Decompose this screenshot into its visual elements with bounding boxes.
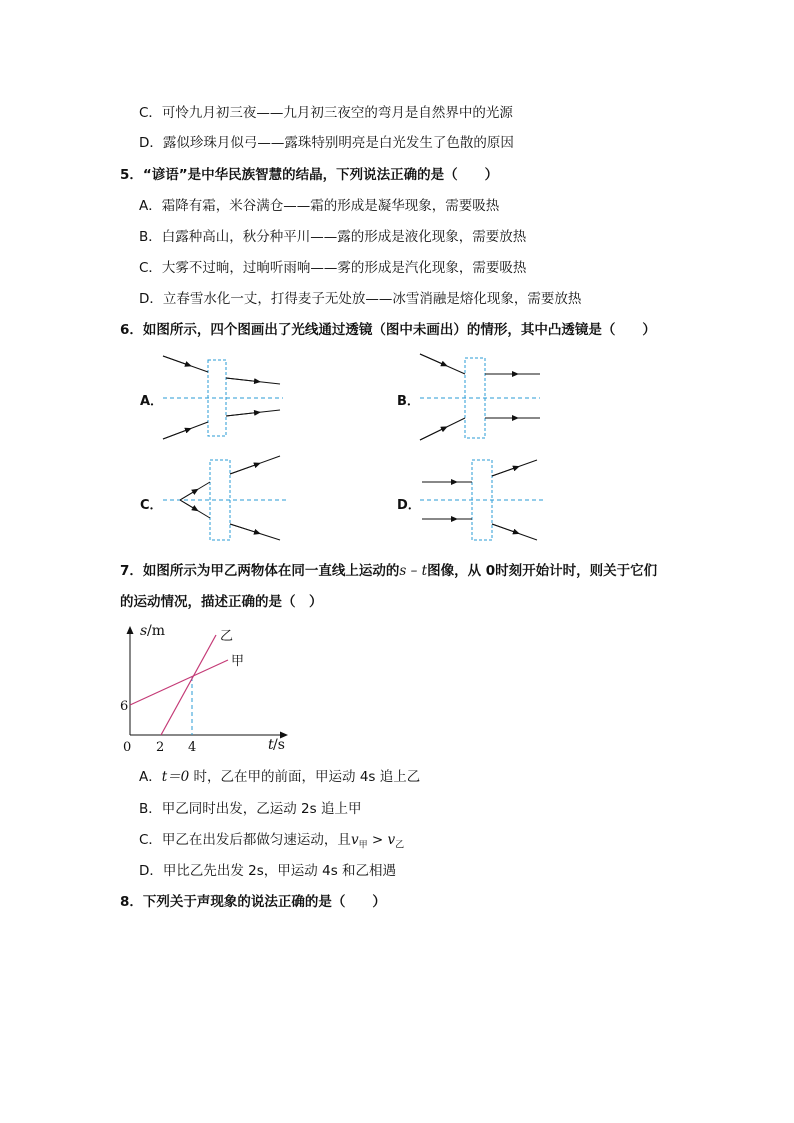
- q6-fig-d-label: D．: [397, 498, 421, 513]
- q7-stem-symbol: s – t: [399, 563, 428, 579]
- q6-fig-a-label: A．: [140, 394, 164, 409]
- q7-series-jia: 甲: [231, 654, 245, 669]
- q7-option-b: B．甲乙同时出发，乙运动 2s 追上甲: [139, 801, 362, 817]
- q7-stem-part2: 图像，从 0时刻开始计时，则关于它们: [427, 563, 658, 579]
- q6-figure-d: [412, 452, 547, 547]
- q7-v-yi-sub: 乙: [395, 840, 405, 851]
- q7-stem-line1: [120, 562, 657, 580]
- q5-option-c: C．大雾不过晌，过晌听雨响——雾的形成是汽化现象，需要吸热: [139, 260, 527, 276]
- q7-gt: >: [367, 832, 388, 848]
- q6-figure-c: [155, 452, 290, 547]
- q6-figure-b: [412, 352, 547, 447]
- q4-option-c: C．可怜九月初三夜——九月初三夜空的弯月是自然界中的光源: [139, 105, 513, 121]
- q7-tick-2: 2: [156, 740, 165, 755]
- q7-tick-6: 6: [120, 699, 129, 714]
- q4-option-d: D．露似珍珠月似弓——露珠特别明亮是白光发生了色散的原因: [139, 135, 514, 151]
- q7-x-label-unit: /s: [273, 737, 285, 753]
- q7-option-a: [139, 768, 420, 786]
- q8-stem: 8．下列关于声现象的说法正确的是（ ）: [120, 894, 386, 910]
- q7-option-c-text: C．甲乙在出发后都做匀速运动，且: [139, 832, 351, 848]
- q5-option-a: A．霜降有霜，米谷满仓——霜的形成是凝华现象，需要吸热: [139, 198, 500, 214]
- q7-stem-line2: 的运动情况，描述正确的是（ ）: [120, 594, 323, 610]
- q7-option-d: D．甲比乙先出发 2s，甲运动 4s 和乙相遇: [139, 863, 397, 879]
- q7-line-yi: [161, 635, 216, 735]
- q7-y-label-unit: /m: [147, 623, 165, 639]
- q7-option-a-math: t＝0: [161, 769, 190, 785]
- q7-series-yi: 乙: [220, 629, 234, 644]
- q7-line-jia: [130, 660, 228, 705]
- q6-fig-c-label: C．: [140, 498, 163, 513]
- q5-option-d: D．立春雪水化一丈，打得麦子无处放——冰雪消融是熔化现象，需要放热: [139, 291, 582, 307]
- q7-option-c: [139, 831, 404, 855]
- q6-stem: 6．如图所示，四个图画出了光线通过透镜（图中未画出）的情形，其中凸透镜是（ ）: [120, 322, 656, 338]
- q7-option-a-prefix: A．: [139, 769, 162, 785]
- q7-y-label: s: [140, 623, 148, 639]
- q7-option-a-text: 时，乙在甲的前面，甲运动 4s 追上乙: [189, 769, 421, 785]
- q7-st-graph: [110, 618, 300, 758]
- q7-v-jia: v: [350, 832, 359, 848]
- q5-option-b: B．白露种高山，秋分种平川——露的形成是液化现象，需要放热: [139, 229, 527, 245]
- q5-stem: 5．“谚语”是中华民族智慧的结晶，下列说法正确的是（ ）: [120, 167, 499, 183]
- q7-v-yi: v: [387, 832, 396, 848]
- q7-tick-4: 4: [188, 740, 197, 755]
- q7-v-jia-sub: 甲: [358, 840, 368, 851]
- q6-fig-b-label: B．: [397, 394, 420, 409]
- q6-figure-a: [155, 352, 290, 447]
- q7-origin: 0: [123, 740, 132, 755]
- q7-x-label: t: [268, 737, 274, 753]
- q7-stem-part1: 7．如图所示为甲乙两物体在同一直线上运动的: [120, 563, 400, 579]
